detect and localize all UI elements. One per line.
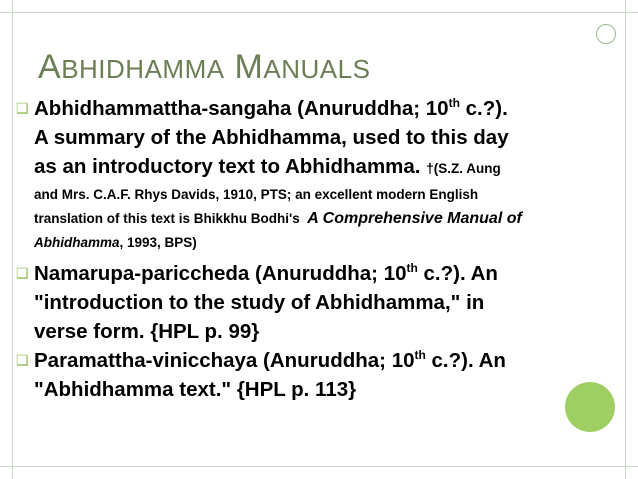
book-title-end: Abhidhamma [34, 235, 120, 250]
bullet-list [14, 94, 614, 404]
checkbox-bullet-icon: ❑ [16, 265, 29, 281]
item-line: Namarupa-pariccheda (Anuruddha; 10th c.?). An [34, 261, 498, 285]
item-line: Paramattha-vinicchaya (Anuruddha; 10th c.?). An [34, 348, 506, 372]
checkbox-bullet-icon: ❑ [16, 352, 29, 368]
checkbox-bullet-icon: ❑ [16, 100, 29, 116]
footnote-line: and Mrs. C.A.F. Rhys Davids, 1910, PTS; an excellent modern English [34, 187, 479, 202]
item-line: Abhidhammattha-sangaha (Anuruddha; 10th c.?). [34, 96, 508, 120]
item-line: verse form. {HPL p. 99} [34, 320, 260, 343]
slide-title [38, 48, 370, 87]
item-line: as an introductory text to Abhidhamma. †(S.Z. Aung [34, 155, 501, 178]
item-line: "Abhidhamma text." {HPL p. 113} [34, 378, 357, 401]
frame-line-left [12, 0, 13, 479]
bullet-item-namarupa-pariccheda [14, 259, 614, 346]
bullet-item-abhidhammattha-sangaha [14, 94, 614, 255]
item-line: "introduction to the study of Abhidhamma," in [34, 291, 485, 314]
book-title: A Comprehensive Manual of [307, 210, 522, 227]
title-initial-a: A [38, 48, 62, 86]
frame-line-bottom [0, 466, 638, 467]
frame-line-top [0, 12, 638, 13]
title-rest-m: ANUALS [263, 54, 371, 84]
decorative-circle-outline [596, 24, 616, 44]
item-line: A summary of the Abhidhamma, used to this day [34, 126, 509, 149]
frame-line-right [625, 0, 626, 479]
bullet-item-paramattha-vinicchaya [14, 346, 614, 404]
footnote-line: translation of this text is Bhikkhu Bodhi's A Comprehensive Manual of [34, 210, 522, 227]
title-rest-a: BHIDHAMMA [61, 54, 225, 84]
footnote-start: †(S.Z. Aung [426, 161, 501, 176]
title-initial-m: M [234, 48, 264, 86]
footnote-line: Abhidhamma, 1993, BPS) [34, 235, 197, 250]
